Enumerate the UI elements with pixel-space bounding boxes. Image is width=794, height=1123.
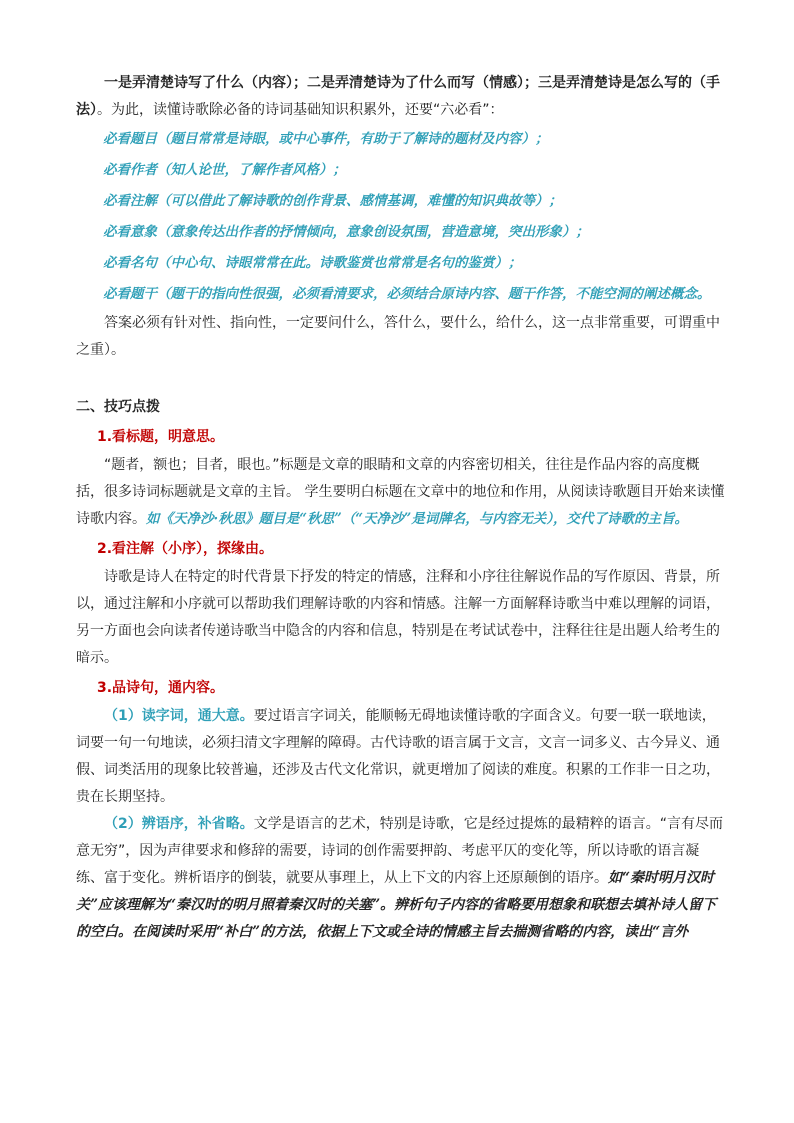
answer-requirement-paragraph: 答案必须有针对性、指向性，一定要问什么，答什么，要什么，给什么，这一点非常重要，可谓重中之重）。 xyxy=(76,315,720,358)
document-content xyxy=(76,70,726,946)
tip1-example: 如《天净沙·秋思》题目是“秋思”（“天净沙”是词牌名，与内容无关），交代了诗歌的主旨。 xyxy=(146,511,689,527)
must-item-title: 必看题目（题目常常是诗眼，或中心事件，有助于了解诗的题材及内容）； xyxy=(103,131,549,147)
tip1-paragraph xyxy=(76,452,726,533)
tip1-title: 1.看标题，明意思。 xyxy=(97,429,225,445)
intro-bold-text: 一是弄清楚诗写了什么（内容）；二是弄清楚诗为了什么而写（情感）；三是弄清楚诗是怎么写的（手法） xyxy=(76,75,720,118)
must-item-question-stem: 必看题干（题干的指向性很强，必须看清要求，必须结合原诗内容、题干作答，不能空洞的阐述概念。 xyxy=(103,286,711,302)
tip3-sub1-text: 要过语言字词关，能顺畅无碍地读懂诗歌的字面含义。句要一联一联地读，词要一句一句地读，必须扫清文字理解的障碍。古代诗歌的语言属于文言，文言一词多义、古今异义、通假、词类活用的现象比较普遍，还涉及古代文化常识，就更增加了阅读的难度。积累的工作非一日之功，贵在长期坚持。 xyxy=(76,708,720,805)
tip3-sub1-paragraph xyxy=(76,703,726,811)
tip3-sub2-title: （2）辨语序，补省略。 xyxy=(104,816,254,832)
tip3-sub2-paragraph xyxy=(76,811,726,946)
tip3-sub2-text: 文学是语言的艺术，特别是诗歌，它是经过提炼的最精粹的语言。“言有尽而意无穷”，因为声律要求和修辞的需要，诗词的创作需要押韵、考虑平仄的变化等，所以诗歌的语言凝练、富于变化。辨析语序的倒装，就要从事理上，从上下文的内容上还原颠倒的语序。 xyxy=(76,816,724,886)
must-item-imagery: 必看意象（意象传达出作者的抒情倾向，意象创设氛围，营造意境，突出形象）； xyxy=(103,224,589,240)
tip3-sub1-title: （1）读字词，通大意。 xyxy=(104,708,254,724)
must-item-author: 必看作者（知人论世，了解作者风格）； xyxy=(103,162,346,178)
tip2-paragraph: 诗歌是诗人在特定的时代背景下抒发的特定的情感，注释和小序往往解说作品的写作原因、背景，所以，通过注解和小序就可以帮助我们理解诗歌的内容和情感。注解一方面解释诗歌当中难以理解的词语，另一方面也会向读者传递诗歌当中隐含的内容和信息，特别是在考试试卷中，注释往往是出题人给考生的暗示。 xyxy=(76,569,720,666)
tip3-sub2-example: 如“秦时明月汉时关”应该理解为“秦汉时的明月照着秦汉时的关塞”。辨析句子内容的省略要用想象和联想去填补诗人留下的空白。在阅读时采用“补白”的方法，依据上下文或全诗的情感主旨去揣测省略的内容，读出“言外 xyxy=(76,870,717,940)
must-item-notes: 必看注解（可以借此了解诗歌的创作背景、感情基调，难懂的知识典故等）； xyxy=(103,193,562,209)
intro-rest-text: 。为此，读懂诗歌除必备的诗词基础知识积累外，还要“六必看”： xyxy=(97,102,504,118)
must-item-famous-lines: 必看名句（中心句、诗眼常常在此。诗歌鉴赏也常常是名句的鉴赏）； xyxy=(103,255,522,271)
intro-paragraph xyxy=(76,70,726,124)
section-heading: 二、技巧点拨 xyxy=(76,399,160,415)
tip1-text: “题者，额也；目者，眼也。”标题是文章的眼睛和文章的内容密切相关，往往是作品内容的高度概括，很多诗词标题就是文章的主旨。 学生要明白标题在文章中的地位和作用，从阅读诗歌题目开始来读懂诗歌内容。 xyxy=(76,457,725,527)
tip2-title: 2.看注解（小序），探缘由。 xyxy=(97,541,274,557)
tip3-title: 3.品诗句，通内容。 xyxy=(97,680,225,696)
